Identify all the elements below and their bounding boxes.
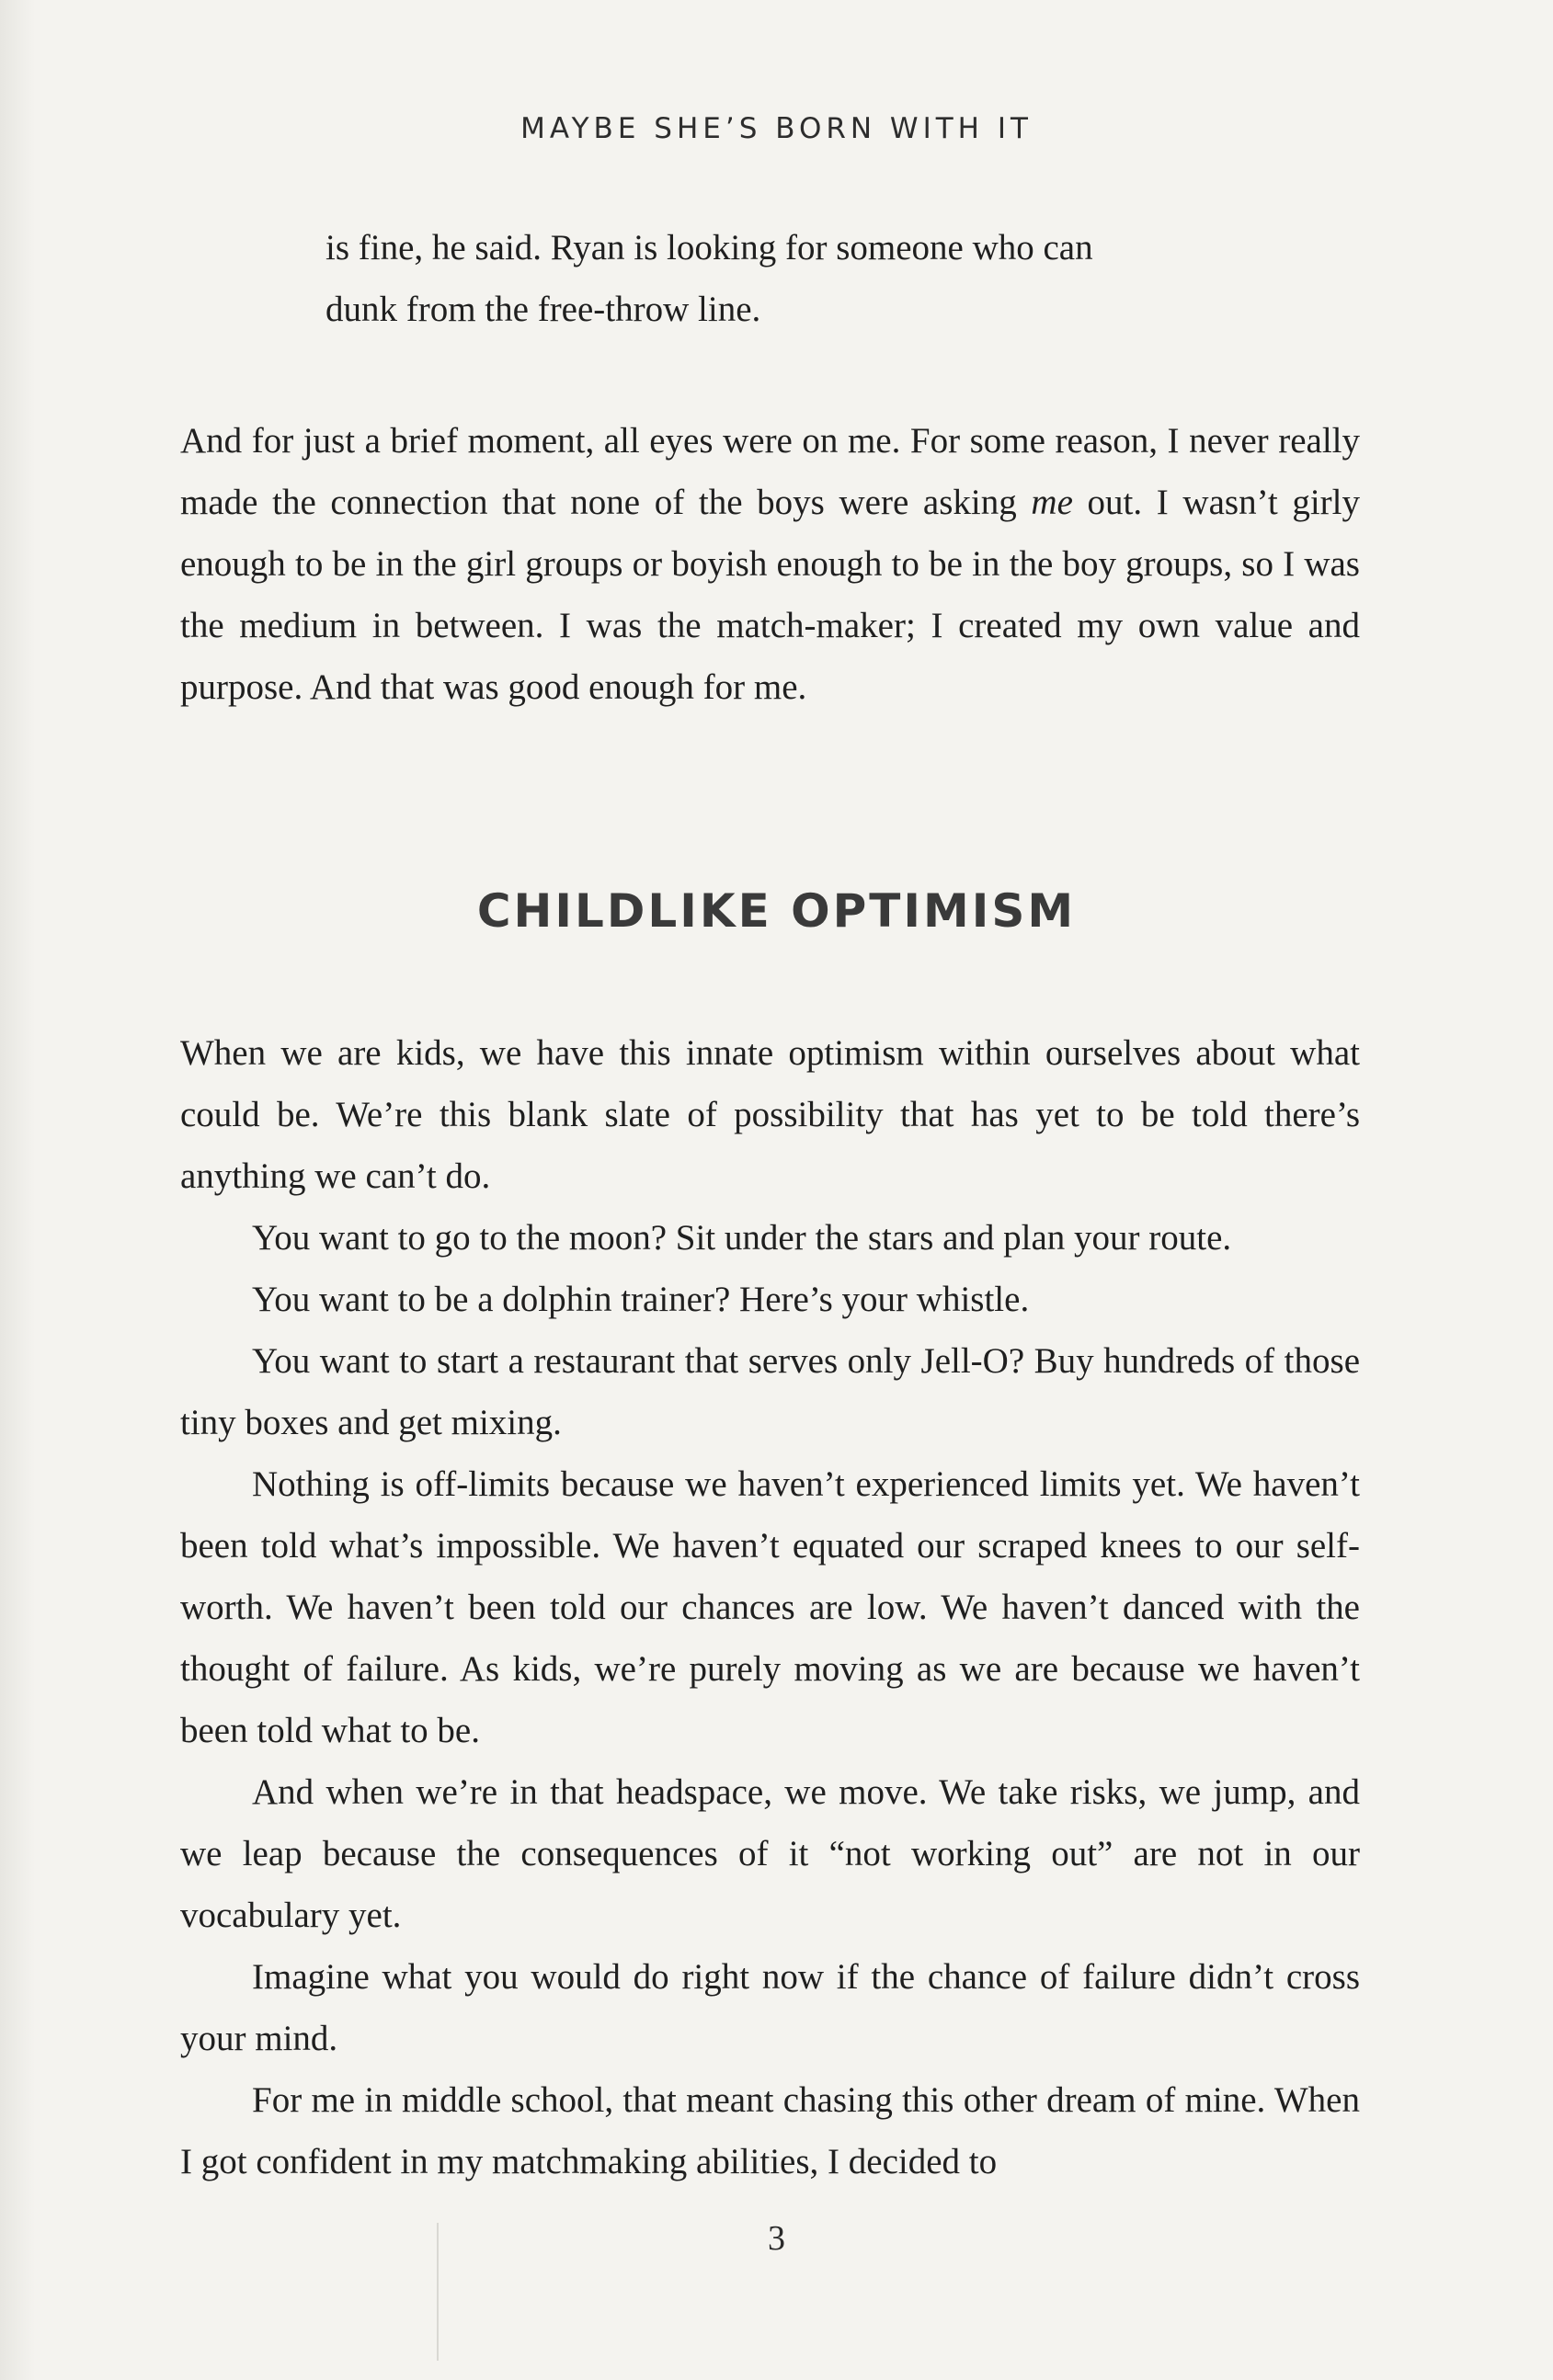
body-paragraph: You want to go to the moon? Sit under the stars and plan your route. [252,1218,1232,1258]
block-quote-line: is fine, he said. Ryan is looking for someone who can [325,228,1093,268]
body-paragraph: Imagine what you would do right now if the chance of failure didn’t cross your mind. [180,1957,1360,2058]
section-body [180,1022,1360,2192]
page-edge-shadow [0,0,35,2380]
intro-paragraph-text [180,410,1360,718]
body-paragraph: You want to be a dolphin trainer? Here’s your whistle. [252,1280,1030,1319]
block-quote-line: dunk from the free-throw line. [325,290,761,329]
body-paragraph: Nothing is off-limits because we haven’t experienced limits yet. We haven’t been told what’s impossible. We haven’t equated our scraped knees to our self-worth. We haven’t been told our chances are low. We haven’t danced with the thought of failure. As kids, we’re purely moving as we are because we haven’t been told what to be. [180,1464,1360,1750]
intro-text-italic: me [1031,483,1073,522]
body-paragraph: And when we’re in that headspace, we move. We take risks, we jump, and we leap because the consequences of it “not working out” are not in our vocabulary yet. [180,1772,1360,1935]
page-number: 3 [768,2219,785,2258]
running-head: MAYBE SHE’S BORN WITH IT [520,112,1033,145]
section-heading: CHILDLIKE OPTIMISM [476,884,1077,938]
body-paragraph: You want to start a restaurant that serves only Jell-O? Buy hundreds of those tiny boxes and get mixing. [180,1341,1360,1442]
intro-text-after: out. I wasn’t girly enough to be in the girl groups or boyish enough to be in the boy groups, so I was the medium in between. I was the match-maker; I created my own value and purpose. And that was good enough for me. [180,483,1360,707]
block-quote [325,217,1245,340]
intro-text-before: And for just a brief moment, all eyes were on me. For some reason, I never really made the connection that none of the boys were asking [180,421,1360,522]
body-paragraph: When we are kids, we have this innate optimism within ourselves about what could be. We’re this blank slate of possibility that has yet to be told there’s anything we can’t do. [180,1033,1360,1196]
intro-paragraph [180,410,1360,718]
body-paragraph: For me in middle school, that meant chasing this other dream of mine. When I got confident in my matchmaking abilities, I decided to [180,2080,1360,2181]
